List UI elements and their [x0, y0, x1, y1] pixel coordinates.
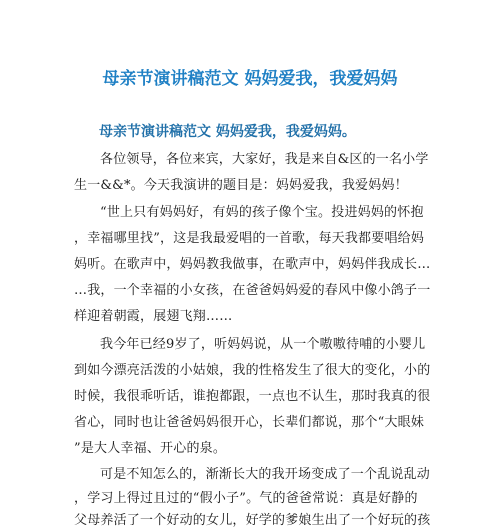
- paragraph-line: 父母养活了一个好动的女儿，好学的爹娘生出了一个好玩的孩: [74, 513, 431, 528]
- paragraph-line: 时候，我很乖听话，谁抱都跟，一点也不认生，那时我真的很: [74, 389, 431, 404]
- paragraph-line: “世上只有妈妈好，有妈的孩子像个宝。投进妈妈的怀抱: [100, 205, 424, 220]
- paragraph-line: 生一&&*。今天我演讲的题目是：妈妈爱我，我爱妈妈！: [74, 178, 408, 193]
- paragraph-line: 到如今漂亮活泼的小姑娘，我的性格发生了很大的变化，小的: [74, 363, 431, 378]
- paragraph-line: 妈听。在歌声中，妈妈教我做事，在歌声中，妈妈伴我成长…: [74, 257, 431, 272]
- paragraph-line: 省心，同时也让爸爸妈妈很开心，长辈们都说，那个“大眼妹: [74, 415, 425, 430]
- paragraph-line: 各位领导，各位来宾，大家好，我是来自&区的一名小学: [100, 152, 429, 167]
- paragraph-line: ，学习上得过且过的“假小子”。气的爸爸常说：真是好静的: [74, 491, 418, 506]
- document-title: 母亲节演讲稿范文 妈妈爱我，我爱妈妈: [102, 69, 398, 89]
- paragraph-line: 我今年已经9岁了，听妈妈说，从一个嗷嗷待哺的小婴儿: [100, 337, 426, 352]
- article-heading: 母亲节演讲稿范文 妈妈爱我，我爱妈妈。: [99, 124, 356, 140]
- paragraph-line: ”是大人幸福、开心的泉。: [74, 441, 227, 456]
- paragraph-line: …我，一个幸福的小女孩，在爸爸妈妈爱的春风中像小鸽子一: [74, 283, 431, 298]
- paragraph-line: 样迎着朝霞，展翅飞翔……: [74, 309, 233, 324]
- paragraph-line: ，幸福哪里找”，这是我最爱唱的一首歌，每天我都要唱给妈: [74, 231, 425, 246]
- paragraph-line: 可是不知怎么的，渐渐长大的我开场变成了一个乱说乱动: [100, 467, 431, 482]
